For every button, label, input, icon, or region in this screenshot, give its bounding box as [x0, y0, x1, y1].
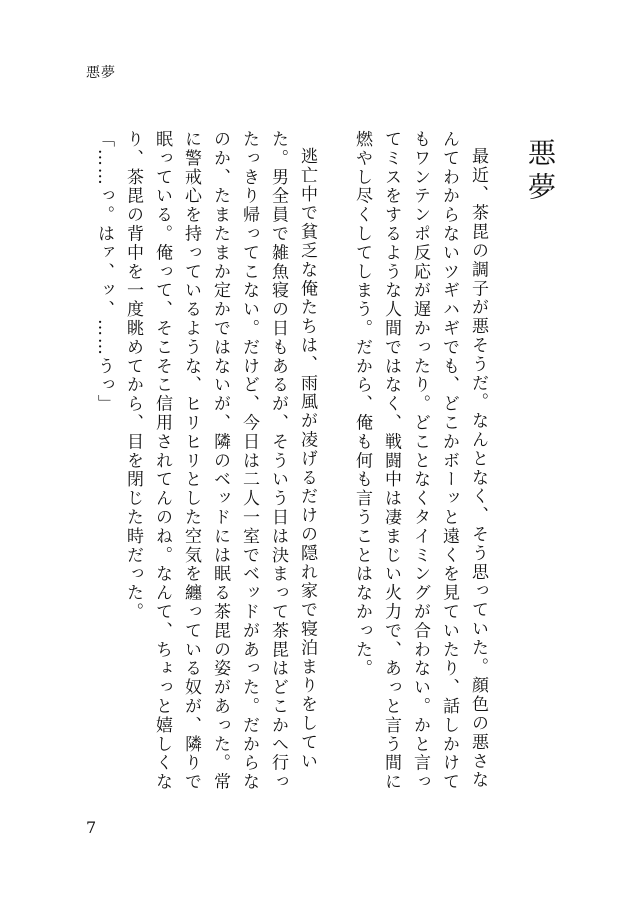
running-header: 悪夢	[86, 65, 116, 81]
vertical-body-text	[94, 130, 564, 800]
paragraph-1: 最近、茶毘の調子が悪そうだ。なんとなく、そう思っていた。顔色の悪さなんてわからないツギハギでも、どこかボーッと遠くを見ていたり、話しかけてもワンテンポ反応が遅かったり。どことなくタイミングが合わない。かと言ってミスをするような人間ではなく、戦闘中は凄まじい火力で、あっと言う間に燃やし尽くしてしまう。だから、俺も何も言うことはなかった。	[352, 130, 488, 792]
chapter-title: 悪夢	[524, 138, 557, 206]
page-number: 7	[86, 818, 97, 837]
paragraph-2: 逃亡中で貧乏な俺たちは、雨風が凌げるだけの隠れ家で寝泊まりをしていた。男全員で雑魚寝の日もあるが、そういう日は決まって茶毘はどこかへ行ったっきり帰ってこない。だけど、今日は二人一室でベッドがあった。だからなのか、たまたまか定かではないが、隣のベッドには眠る茶毘の姿があった。常に警戒心を持っているような、ヒリヒリとした空気を纏っている奴が、隣りで眠っている。俺って、そこそこ信用されてんのね。なんて、ちょっと嬉しくなり、茶毘の背中を一度眺めてから、目を閉じた時だった。	[123, 130, 317, 792]
dialogue-line: 「……っ。はァ、ッ、……うっ」	[94, 130, 114, 414]
